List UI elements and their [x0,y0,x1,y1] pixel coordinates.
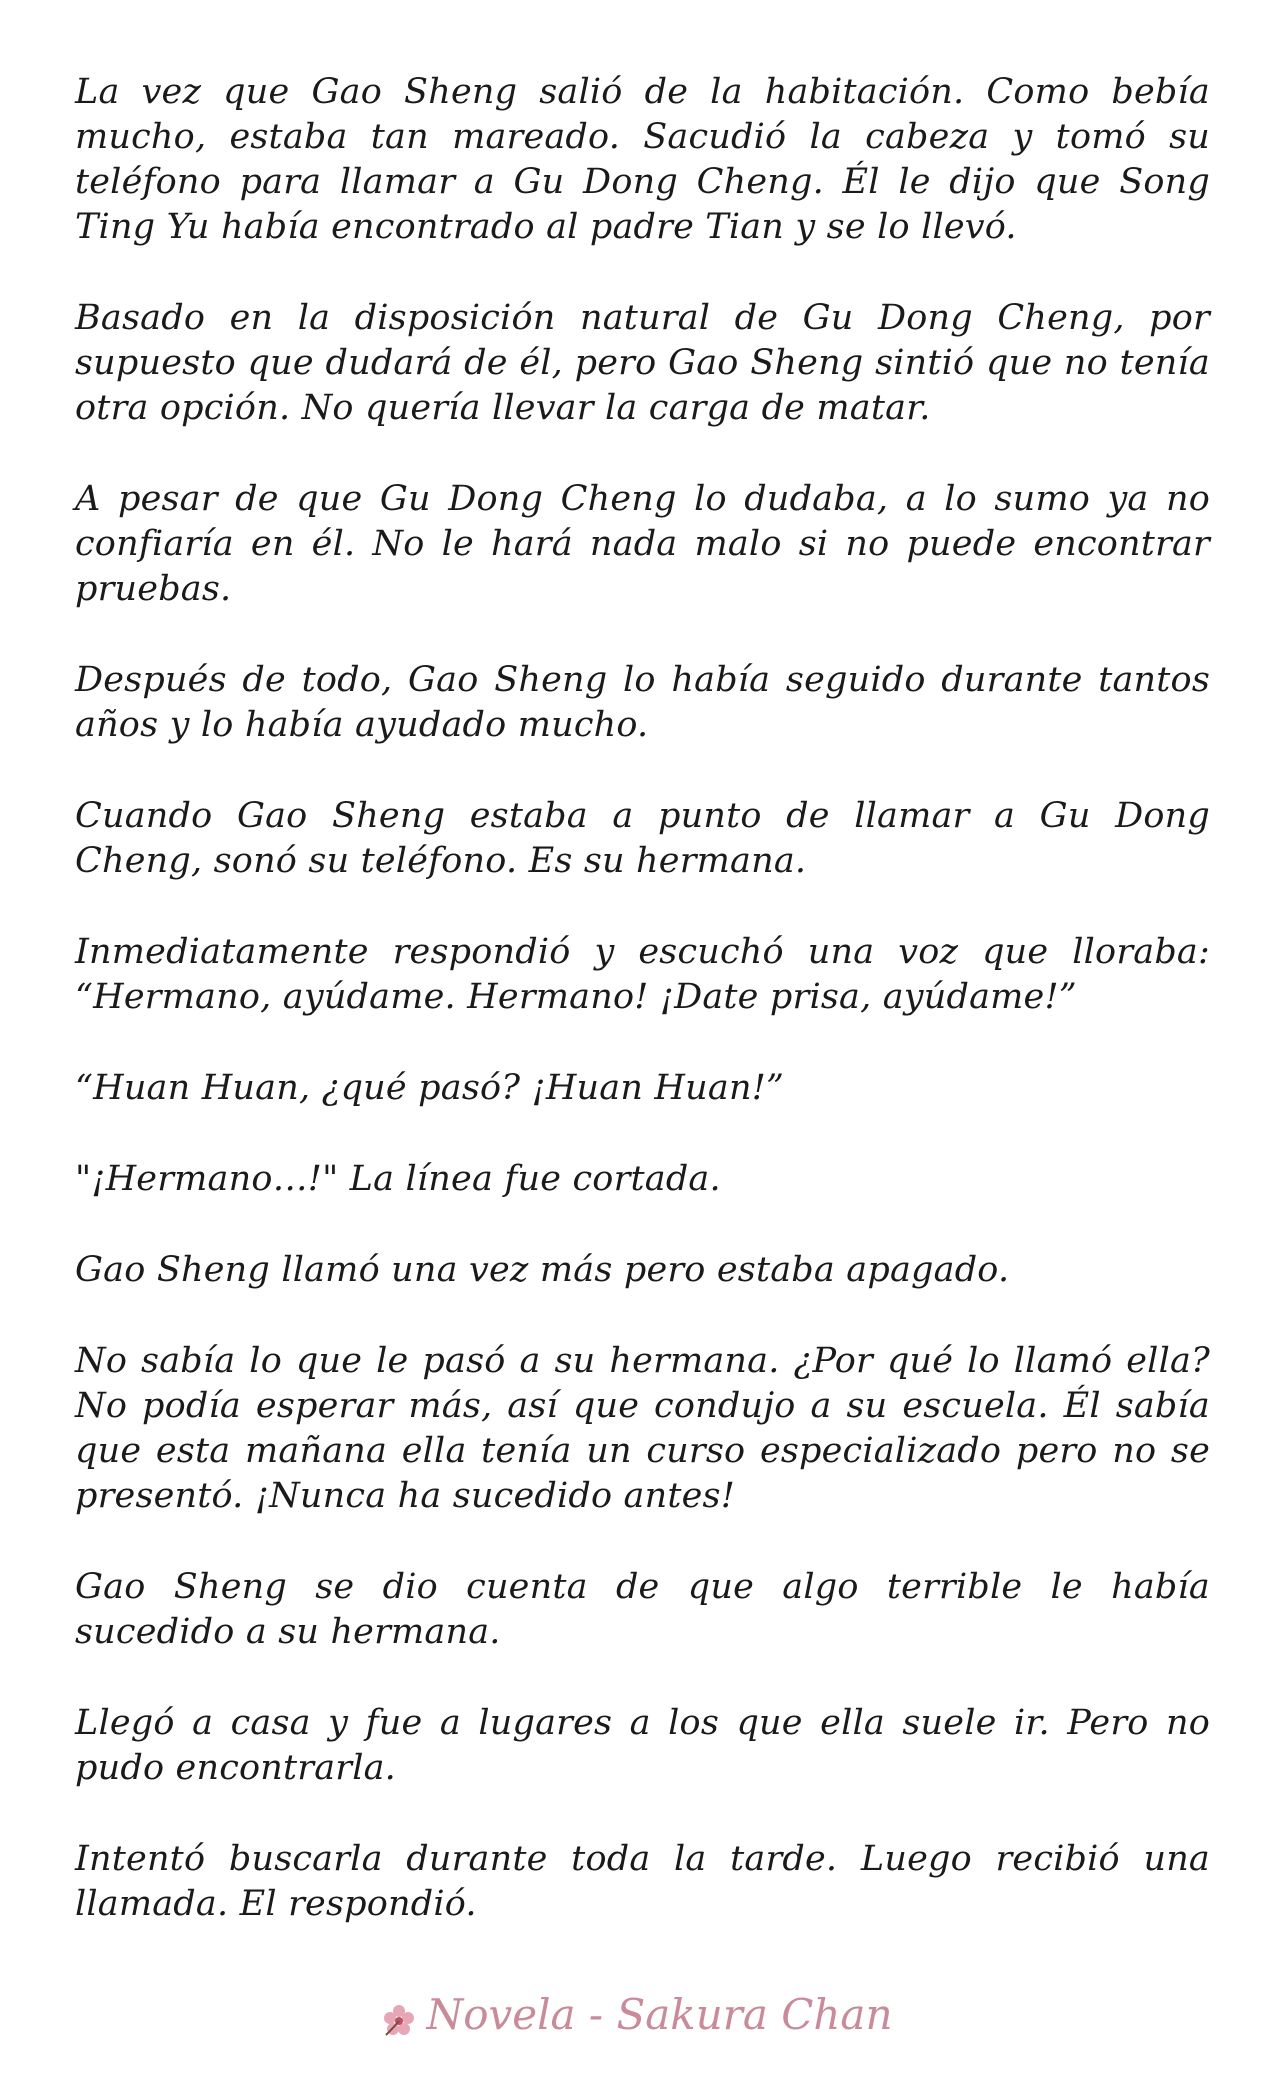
paragraph-6: Inmediatamente respondió y escuchó una voz que lloraba: “Hermano, ayúdame. Hermano! ¡Date prisa, ayúdame!” [75,932,1210,1017]
paragraph-2: Basado en la disposición natural de Gu Dong Cheng, por supuesto que dudará de él, pero Gao Sheng sintió que no tenía otra opción. No quería llevar la carga de matar. [75,298,1210,428]
paragraph-10: No sabía lo que le pasó a su hermana. ¿Por qué lo llamó ella? No podía esperar más, así que condujo a su escuela. Él sabía que esta mañana ella tenía un curso especializado pero no se presentó. ¡Nunca ha sucedido antes! [75,1341,1210,1516]
watermark-text: Novela - Sakura Chan [426,1990,893,2039]
watermark-footer [0,1990,1275,2039]
document-body [75,70,1210,1973]
paragraph-3: A pesar de que Gu Dong Cheng lo dudaba, a lo sumo ya no confiaría en él. No le hará nada malo si no puede encontrar pruebas. [75,479,1210,609]
sakura-flower-icon [382,1998,416,2032]
paragraph-7: “Huan Huan, ¿qué pasó? ¡Huan Huan!” [75,1068,785,1108]
paragraph-1: La vez que Gao Sheng salió de la habitación. Como bebía mucho, estaba tan mareado. Sacudió la cabeza y tomó su teléfono para llamar a Gu Dong Cheng. Él le dijo que Song Ting Yu había encontrado al padre Tian y se lo llevó. [75,72,1210,247]
paragraph-11: Gao Sheng se dio cuenta de que algo terrible le había sucedido a su hermana. [75,1567,1210,1652]
paragraph-8: "¡Hermano…!" La línea fue cortada. [75,1159,721,1199]
paragraph-13: Intentó buscarla durante toda la tarde. Luego recibió una llamada. El respondió. [75,1839,1210,1924]
paragraph-9: Gao Sheng llamó una vez más pero estaba apagado. [75,1250,1010,1290]
paragraph-12: Llegó a casa y fue a lugares a los que ella suele ir. Pero no pudo encontrarla. [75,1703,1210,1788]
paragraph-5: Cuando Gao Sheng estaba a punto de llamar a Gu Dong Cheng, sonó su teléfono. Es su hermana. [75,796,1210,881]
paragraph-4: Después de todo, Gao Sheng lo había seguido durante tantos años y lo había ayudado mucho. [75,660,1210,745]
